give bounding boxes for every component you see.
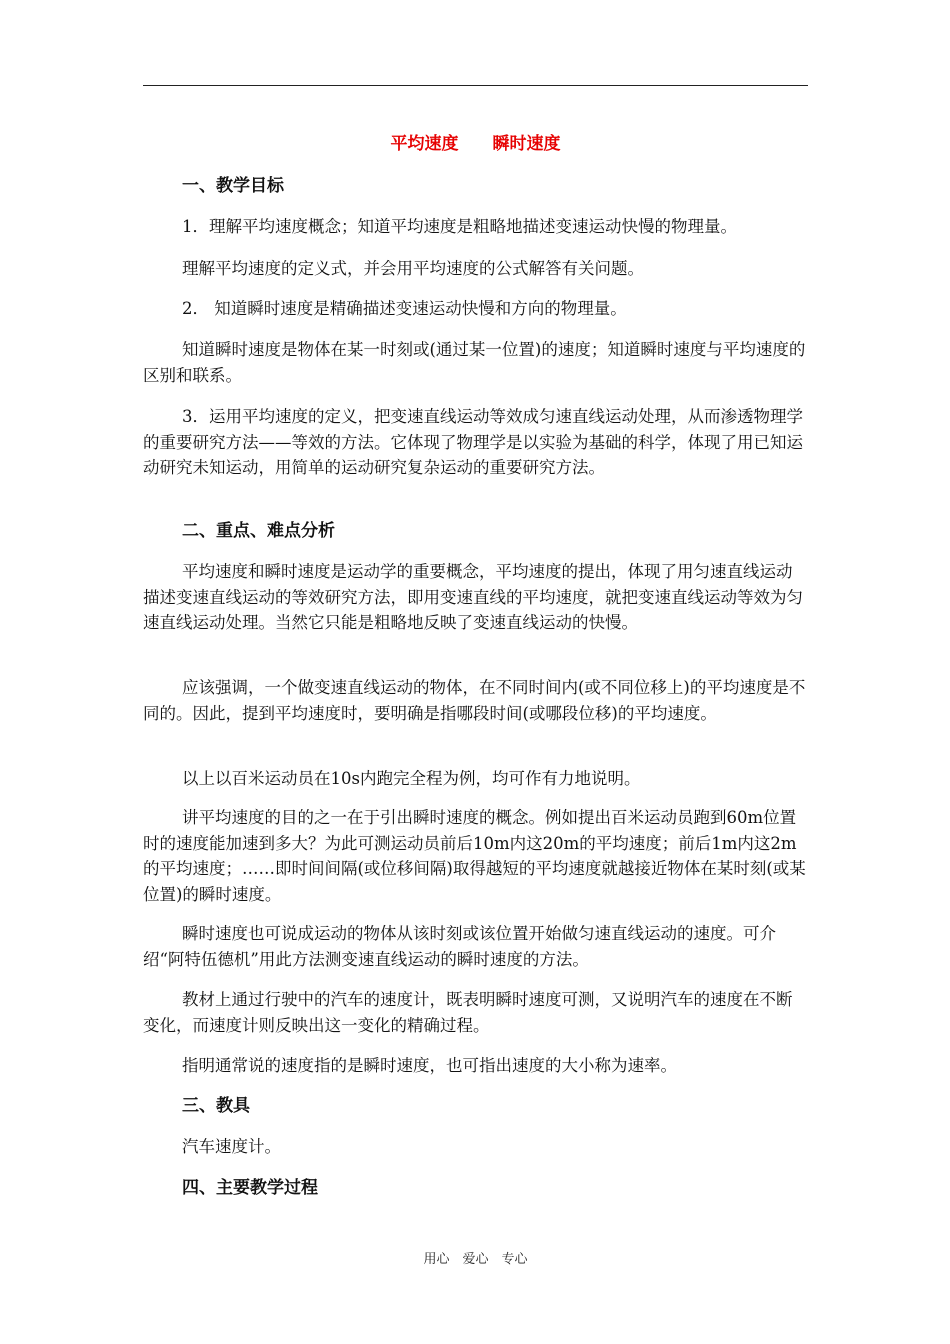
- section-heading-objectives: 一、教学目标: [182, 176, 284, 196]
- paragraph: 汽车速度计。: [182, 1137, 281, 1156]
- section-heading-teaching-process: 四、主要教学过程: [182, 1178, 318, 1198]
- paragraph: 3．运用平均速度的定义，把变速直线运动等效成匀速直线运动处理，从而渗透物理学的重要研究方法——等效的方法。它体现了物理学是以实验为基础的科学，体现了用已知运动研究未知运动，用简单的运动研究复杂运动的重要研究方法。: [143, 407, 803, 478]
- paragraph: 1．理解平均速度概念；知道平均速度是粗略地描述变速运动快慢的物理量。: [182, 217, 737, 236]
- header-rule: [143, 85, 808, 86]
- section-heading-teaching-aids: 三、教具: [182, 1096, 250, 1116]
- paragraph: 知道瞬时速度是物体在某一时刻或(通过某一位置)的速度；知道瞬时速度与平均速度的区别和联系。: [143, 340, 806, 385]
- paragraph: 以上以百米运动员在10s内跑完全程为例，均可作有力地说明。: [182, 769, 641, 788]
- paragraph: 应该强调，一个做变速直线运动的物体，在不同时间内(或不同位移上)的平均速度是不同的。因此，提到平均速度时，要明确是指哪段时间(或哪段位移)的平均速度。: [143, 678, 806, 723]
- page-footer: 用心 爱心 专心: [423, 1252, 528, 1267]
- paragraph: 平均速度和瞬时速度是运动学的重要概念，平均速度的提出，体现了用匀速直线运动描述变速直线运动的等效研究方法，即用变速直线的平均速度，就把变速直线运动等效为匀速直线运动处理。当然它只能是粗略地反映了变速直线运动的快慢。: [143, 562, 803, 633]
- paragraph: 指明通常说的速度指的是瞬时速度，也可指出速度的大小称为速率。: [182, 1056, 677, 1075]
- paragraph: 理解平均速度的定义式，并会用平均速度的公式解答有关问题。: [182, 259, 644, 278]
- section-heading-key-points: 二、重点、难点分析: [182, 521, 335, 541]
- paragraph: 2． 知道瞬时速度是精确描述变速运动快慢和方向的物理量。: [182, 299, 627, 318]
- paragraph: 教材上通过行驶中的汽车的速度计，既表明瞬时速度可测，又说明汽车的速度在不断变化，而速度计则反映出这一变化的精确过程。: [143, 990, 793, 1035]
- paragraph: 讲平均速度的目的之一在于引出瞬时速度的概念。例如提出百米运动员跑到60m位置时的速度能加速到多大？为此可测运动员前后10m内这20m的平均速度；前后1m内这2m的平均速度；……即时间间隔(或位移间隔)取得越短的平均速度就越接近物体在某时刻(或某位置)的瞬时速度。: [143, 808, 806, 904]
- paragraph: 瞬时速度也可说成运动的物体从该时刻或该位置开始做匀速直线运动的速度。可介绍“阿特伍德机”用此方法测变速直线运动的瞬时速度的方法。: [143, 924, 776, 969]
- document-title: 平均速度 瞬时速度: [390, 134, 561, 154]
